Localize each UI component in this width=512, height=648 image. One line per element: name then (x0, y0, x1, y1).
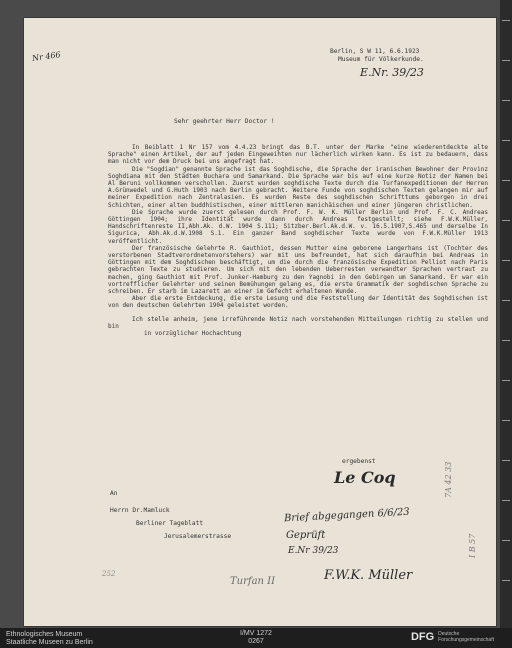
salutation: Sehr geehrter Herr Doctor ! (174, 118, 275, 125)
funder-logo (411, 631, 494, 643)
place-date: Berlin, S W 11, 6.6.1923 (330, 48, 420, 55)
note-sent: Brief abgegangen 6/6/23 (283, 506, 410, 525)
note-checked: Geprüft (286, 530, 326, 541)
recipient-prefix: An (110, 490, 118, 497)
note-reference: E.Nr 39/23 (288, 546, 339, 556)
signature: Le Coq (334, 468, 396, 487)
receipt-reference: E.Nr. 39/23 (360, 66, 424, 79)
margin-note-1: 7A 42 33 (444, 461, 453, 498)
paragraph-2: Die "Sogdian" genannte Sprache ist das Soghdische, die Sprache der iranischen Bewohner der Provinz Soghdiana mit den Städten Buchara und Samarkand. Die Sprache war bis auf eine kurze Notiz der Namen bei Al Beruni vollkommen verschollen. Zuerst wurden soghdische Texte durch die Turfanexpeditionen der Herren A.Grünwedel und G.Huth 1903 nach Berlin gebracht. Weitere Funde von soghdischen Texten gelangen mir auf meiner Expedition nach Zentralasien. Es wurden Reste des soghdischen Schrifttums geborgen in drei Schichten, einer alten buddhistischen, einer mittleren manichäischen und einer jüngeren christlichen. (108, 165, 488, 209)
letter-body (108, 144, 488, 337)
closing: in vorzüglicher Hochachtung (144, 330, 242, 338)
recipient-organisation: Berliner Tageblatt (136, 520, 204, 527)
page-number: 0267 (248, 638, 264, 645)
paragraph-6: Ich stelle anheim, jene irreführende Notiz nach vorstehenden Mitteilungen richtig zu stellen und bin (108, 315, 488, 330)
shelf-mark: I/MV 1272 (240, 630, 272, 637)
dfg-caption (438, 631, 494, 643)
museum-name: Ethnologisches Museum (6, 631, 83, 638)
dfg-caption-line1: Deutsche (438, 631, 460, 637)
letter-sheet (24, 18, 496, 626)
scan-footer (0, 628, 512, 648)
closing-formula: ergebenst (342, 458, 376, 465)
margin-note-2: I B 57 (468, 533, 477, 558)
paragraph-5: Aber die erste Entdeckung, die erste Lesung und die Feststellung der Identität des Soghdischen ist von den deutschen Gelehrten 1904 geleistet worden. (108, 295, 488, 310)
dfg-caption-line2: Forschungsgemeinschaft (438, 637, 494, 643)
pencil-number: 252 (102, 570, 116, 578)
paragraph-3: Die Sprache wurde zuerst gelesen durch Prof. F. W. K. Müller Berlin und Prof. F. C. Andreas Göttingen 1904; ihre Identität wurde dann durch Andreas festgestellt; siehe F.W.K.Müller, Handschriftenreste II,Abh.Ak. d.W. 1904 S.111; Sitzber.Berl.Ak.d.W. v. 16.5.1907,S.465 und derselbe In Sigurica, Abh.Ak.d.W.1908 S.1. Ein ganzer Band soghdischer Texte wurde von F.W.K.Müller 1913 veröffentlicht. (108, 208, 488, 245)
paragraph-4: Der französische Gelehrte R. Gauthiot, dessen Mutter eine geborene Langerhans ist (Tochter des verstorbenen Stadtverordnetenvorstehers) war mit uns befreundet, hat sich daraufhin bei Andreas in Göttingen mit dem Soghdischen beschäftigt, um die durch die französische Expedition Pelliot nach Paris gebrachten Texte zu studieren. Um sich mit den lebenden Ueberresten verwandter Sprachen vertraut zu machen, ging Gauthiot mit Prof. Junker-Hamburg zu den Yagnobi in den Gebirgen um Samarkand. Er war ein vortrefflicher Gelehrter und seinen Bemühungen gelang es, die erste Grammatik der soghdischen Sprache zu schreiben. Er starb im Lazarett an einer im Gefecht erhaltenen Wunde. (108, 244, 488, 296)
institution-name: Museum für Völkerkunde. (338, 56, 424, 63)
dfg-logo: DFG (410, 631, 435, 643)
recipient-name: Herrn Dr.Mamluck (110, 507, 170, 514)
recipient-street: Jerusalemerstrasse (164, 533, 232, 540)
archive-number: Nr 466 (31, 50, 62, 63)
note-signature: F.W.K. Müller (324, 568, 413, 583)
scan-ruler (500, 0, 512, 628)
paragraph-1: In Beiblatt 1 Nr 157 vom 4.4.23 bringt das B.T. unter der Marke "eine wiederentdeckte alte Sprache" einen Artikel, der auf jeden Eingeweihten nur lächerlich wirken kann. Es ist zu bedauern, dass man nicht vor dem Druck bei uns angefragt hat. (108, 144, 488, 166)
museum-parent: Staatliche Museen zu Berlin (6, 639, 93, 646)
pencil-annotation: Turfan II (230, 576, 276, 587)
